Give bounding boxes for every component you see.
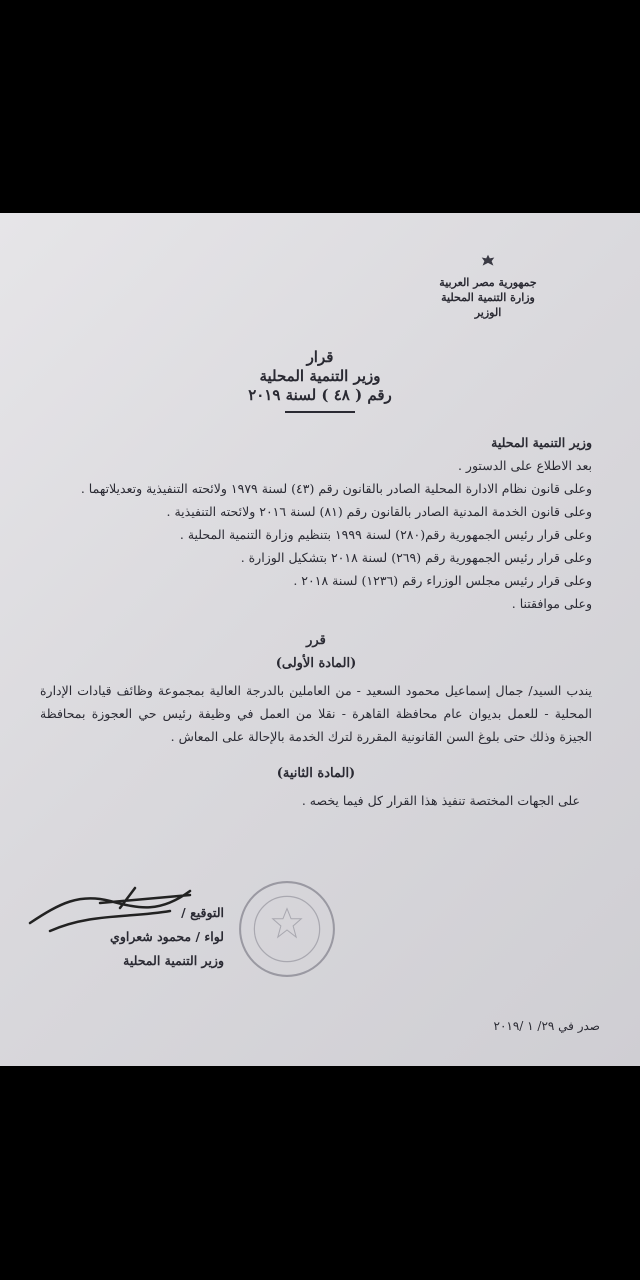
preamble-line: وعلى قرار رئيس الجمهورية رقم (٢٦٩) لسنة ٢٠١٨ بتشكيل الوزارة . — [240, 550, 592, 565]
decision-heading: قرر — [306, 633, 326, 648]
preamble-line: وعلى قانون الخدمة المدنية الصادر بالقانون رقم (٨١) لسنة ٢٠١٦ ولائحته التنفيذية . — [166, 504, 592, 519]
article1-title: (المادة الأولى) — [275, 656, 357, 671]
article2-title: (المادة الثانية) — [276, 766, 356, 781]
article1-text: يندب السيد/ جمال إسماعيل محمود السعيد - من العاملين بالدرجة العالية بمجموعة وظائف قيادات الإدارة المحلية - للعمل بديوان عام محافظة القاهرة - نقلا من العمل في وظيفة رئيس حي العجوزة بمحافظة الجيزة وذلك حتى بلوغ السن القانونية المقررة لترك الخدمة بالإحالة على المعاش . — [40, 683, 592, 744]
decision-title: قرار — [306, 348, 334, 366]
decision-subtitle: وزير التنمية المحلية — [259, 367, 381, 385]
signature-block — [14, 901, 224, 973]
letterhead-ministry: وزارة التنمية المحلية — [441, 291, 535, 304]
decision-number: رقم ( ٤٨ ) لسنة ٢٠١٩ — [248, 386, 392, 404]
preamble-line: وعلى موافقتنا . — [511, 596, 592, 611]
preamble-line: وعلى قرار رئيس مجلس الوزراء رقم (١٢٣٦) لسنة ٢٠١٨ . — [293, 573, 592, 588]
eagle-emblem-icon — [479, 253, 497, 271]
decision-body — [40, 431, 592, 812]
document-page — [0, 213, 640, 1066]
letterhead — [388, 253, 588, 320]
letterhead-country: جمهورية مصر العربية — [439, 276, 537, 289]
article2-text: على الجهات المختصة تنفيذ هذا القرار كل فيما يخصه . — [301, 793, 580, 808]
signature-label: التوقيع / — [181, 905, 224, 920]
preamble-line: وعلى قانون نظام الادارة المحلية الصادر بالقانون رقم (٤٣) لسنة ١٩٧٩ ولائحته التنفيذية وتعديلاتهما . — [80, 481, 592, 496]
official-seal-stamp — [236, 878, 338, 980]
signatory-role: وزير التنمية المحلية — [123, 953, 224, 968]
preamble-line: وعلى قرار رئيس الجمهورية رقم(٢٨٠) لسنة ١٩٩٩ بتنظيم وزارة التنمية المحلية . — [179, 527, 592, 542]
title-underline — [285, 411, 355, 413]
preamble-line: بعد الاطلاع على الدستور . — [457, 458, 592, 473]
letterhead-minister: الوزير — [474, 306, 502, 319]
signatory-name: لواء / محمود شعراوي — [110, 929, 224, 944]
decision-header — [0, 348, 640, 413]
preamble-intro: وزير التنمية المحلية — [491, 435, 592, 450]
issue-date: صدر في ٢٩/ ١ /٢٠١٩ — [493, 1019, 600, 1033]
